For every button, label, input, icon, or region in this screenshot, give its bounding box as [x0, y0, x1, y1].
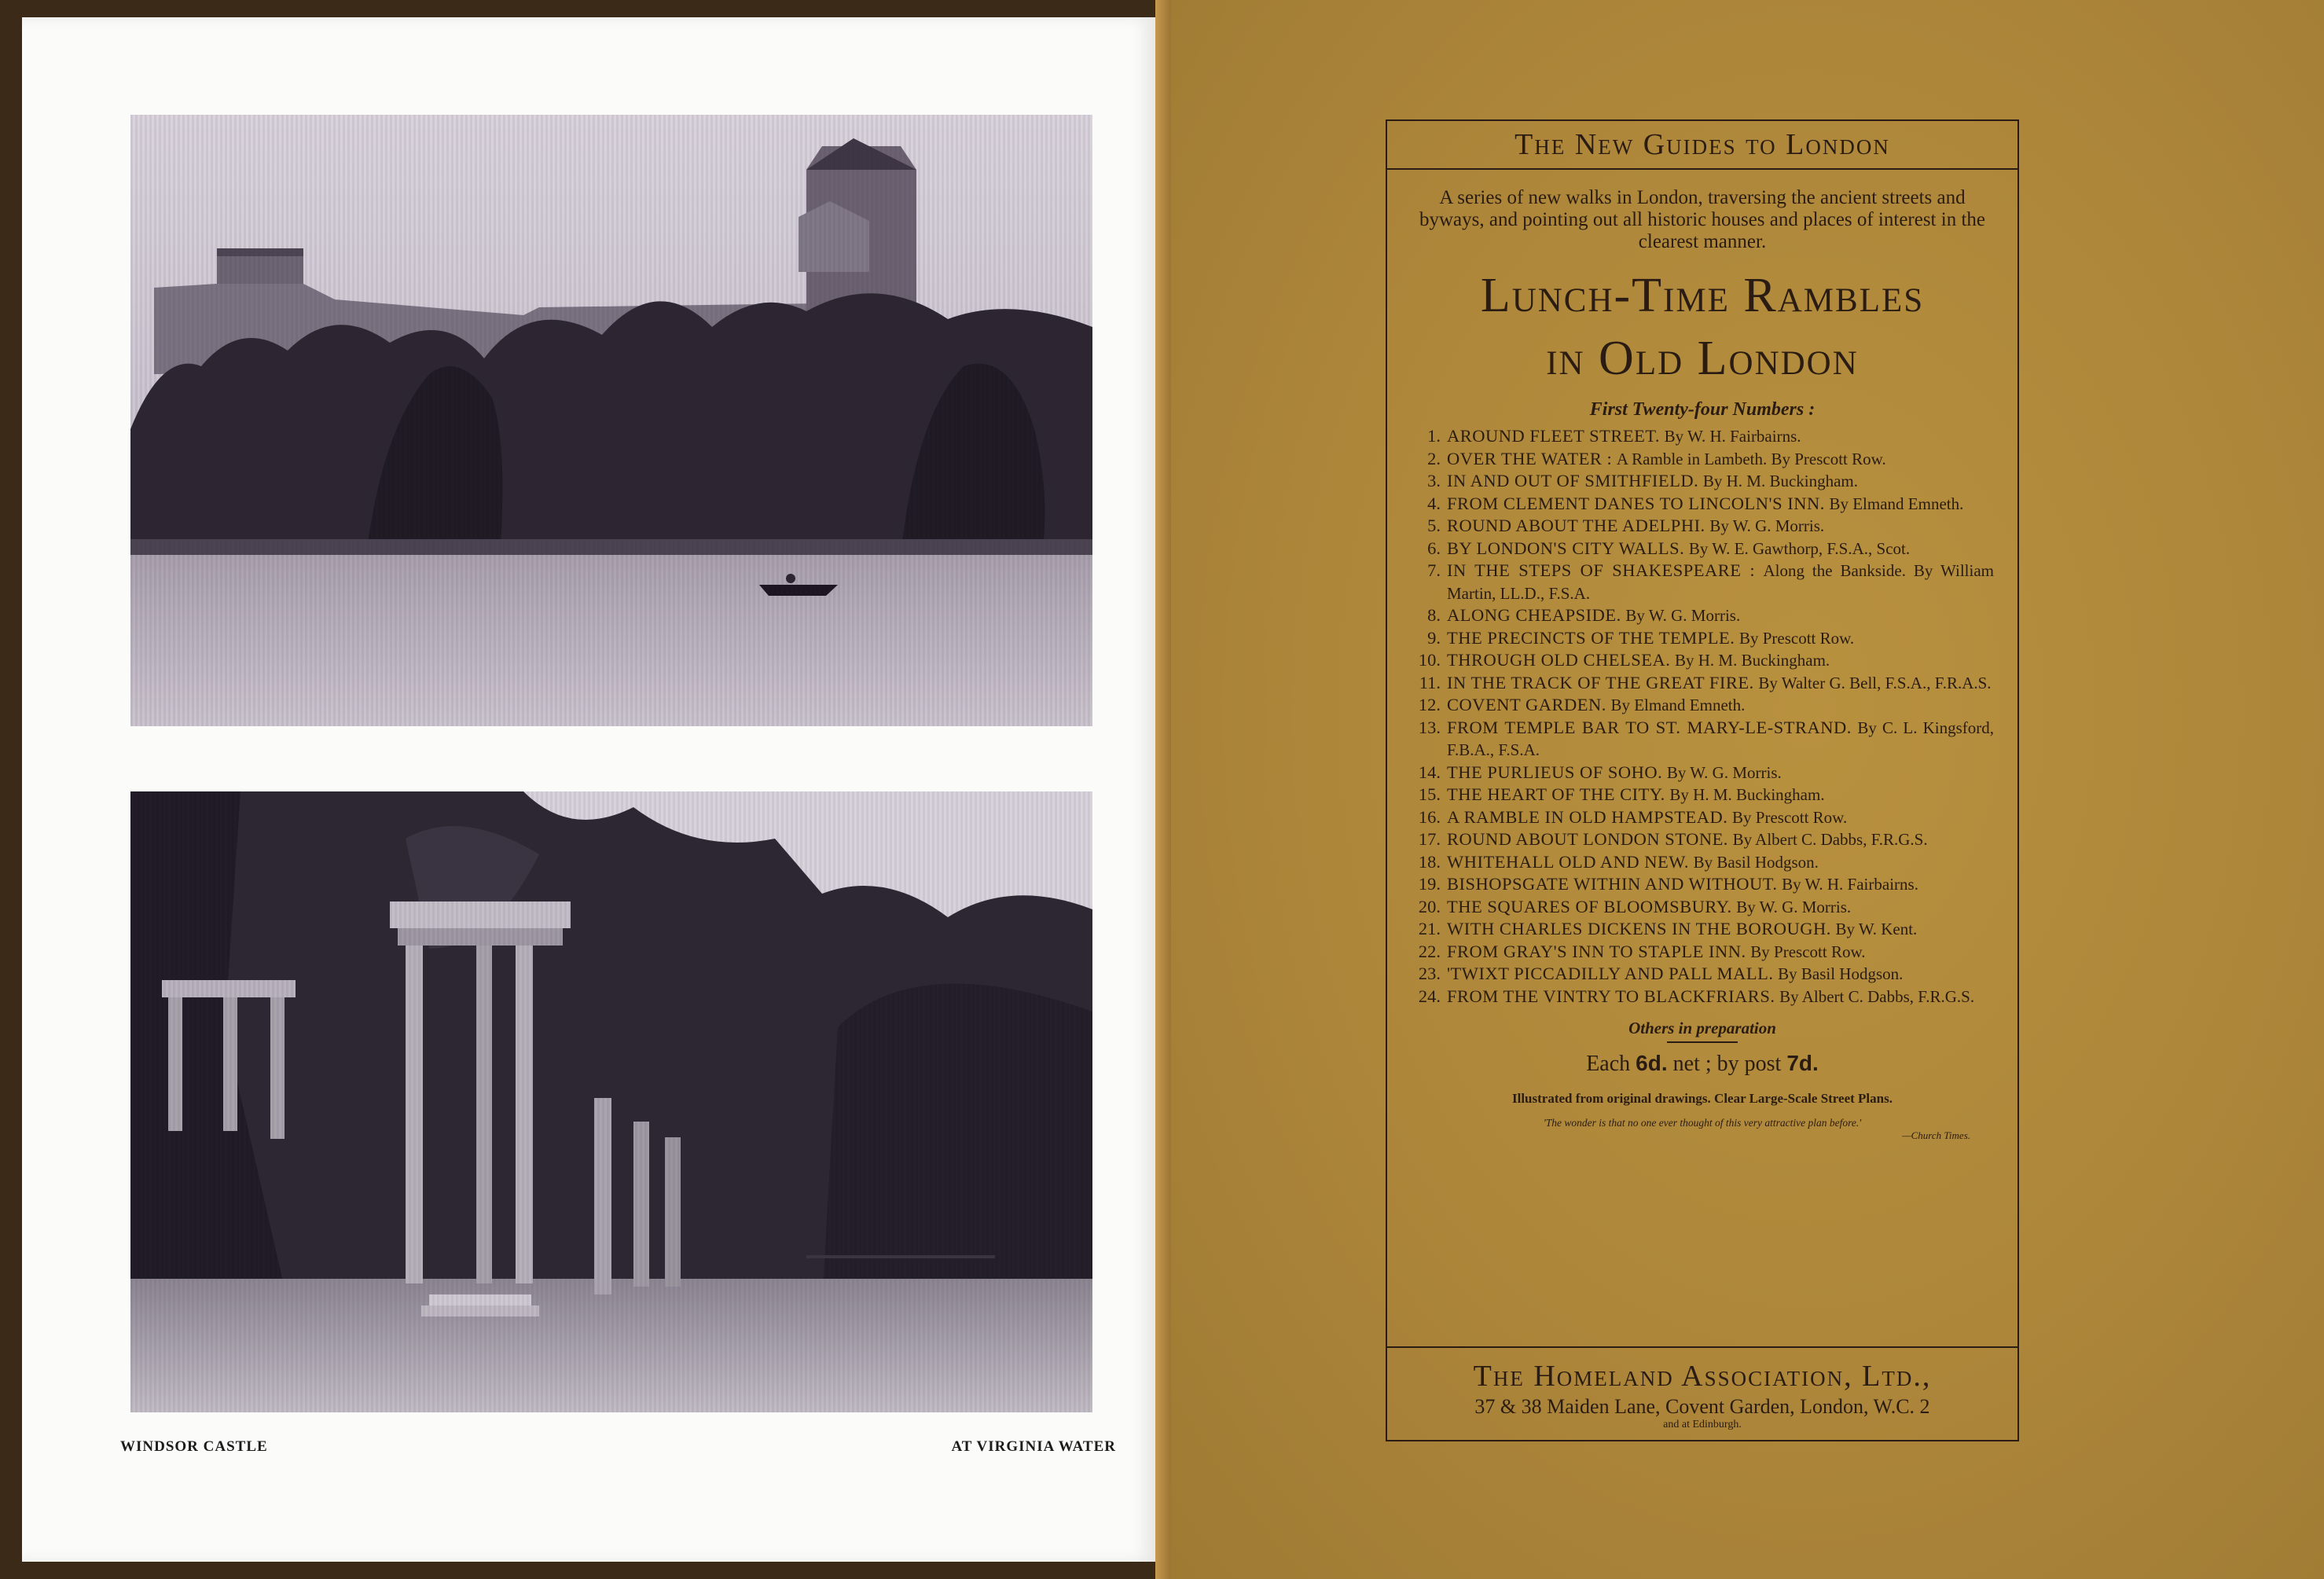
guide-number: 10.: [1418, 650, 1441, 670]
guide-item: [1411, 515, 1994, 538]
series-title-line2: in Old London: [1546, 332, 1859, 385]
advertisement-frame: [1386, 119, 2019, 1441]
guide-title: THE HEART OF THE CITY.: [1447, 784, 1665, 804]
guide-item: [1411, 560, 1994, 604]
guide-item: [1411, 828, 1994, 851]
guide-item: [1411, 604, 1994, 627]
guide-author: By Albert C. Dabbs, F.R.G.S.: [1732, 830, 1928, 849]
guide-number: 19.: [1418, 874, 1441, 894]
guide-text: [1447, 448, 1994, 471]
guide-text: [1447, 851, 1994, 874]
guide-list: [1411, 425, 1994, 1008]
guide-title: BISHOPSGATE WITHIN AND WITHOUT.: [1447, 874, 1778, 894]
guide-title: OVER THE WATER :: [1447, 448, 1613, 468]
guide-text: [1447, 470, 1994, 493]
guide-title: IN THE STEPS OF SHAKESPEARE :: [1447, 560, 1756, 580]
guide-number: 6.: [1427, 538, 1441, 558]
guide-item: [1411, 918, 1994, 941]
guide-title: THE PURLIEUS OF SOHO.: [1447, 762, 1663, 782]
guide-number: 18.: [1418, 851, 1441, 872]
guide-item: [1411, 806, 1994, 829]
guide-text: [1447, 873, 1994, 896]
guide-text: [1447, 627, 1994, 650]
guide-title: FROM TEMPLE BAR TO ST. MARY-LE-STRAND.: [1447, 717, 1852, 737]
guide-text: [1447, 941, 1994, 964]
guide-number: 16.: [1418, 806, 1441, 827]
guide-author: By Prescott Row.: [1732, 807, 1848, 827]
guide-text: [1447, 806, 1994, 829]
book-spine: [1155, 0, 1171, 1579]
guide-item: [1411, 717, 1994, 762]
publisher-block: [1387, 1346, 2017, 1440]
guide-author: By W. H. Fairbairns.: [1782, 875, 1918, 894]
caption-virginia-water: AT VIRGINIA WATER: [951, 1438, 1116, 1455]
guide-title: FROM THE VINTRY TO BLACKFRIARS.: [1447, 986, 1775, 1006]
guide-number: 13.: [1418, 717, 1441, 737]
guide-author: By W. H. Fairbairns.: [1664, 427, 1801, 446]
guide-item: [1411, 851, 1994, 874]
guide-title: ROUND ABOUT LONDON STONE.: [1447, 829, 1728, 849]
guide-item: [1411, 470, 1994, 493]
guide-author: By Walter G. Bell, F.S.A., F.R.A.S.: [1758, 673, 1992, 692]
guide-number: 4.: [1427, 493, 1441, 513]
series-header: The New Guides to London: [1387, 121, 2017, 170]
right-page: [1171, 0, 2324, 1579]
guide-number: 11.: [1419, 672, 1441, 692]
guide-item: [1411, 896, 1994, 919]
guide-item: [1411, 649, 1994, 672]
guide-text: [1447, 896, 1994, 919]
guide-number: 22.: [1418, 941, 1441, 961]
guide-text: [1447, 672, 1994, 695]
guide-author: Along the Bankside. By William Martin, LL.D., F.S.A.: [1447, 561, 1994, 603]
guide-author: By Elmand Emneth.: [1610, 696, 1746, 714]
guide-number: 23.: [1418, 964, 1441, 983]
guide-text: [1447, 986, 1994, 1008]
publisher-name: The Homeland Association, Ltd.,: [1473, 1360, 1932, 1393]
guide-author: By W. G. Morris.: [1736, 897, 1852, 916]
guide-title: COVENT GARDEN.: [1447, 695, 1606, 714]
price-each-label: Each: [1586, 1052, 1631, 1076]
guide-author: By Basil Hodgson.: [1693, 852, 1819, 872]
guide-number: 8.: [1427, 605, 1441, 625]
guide-item: [1411, 538, 1994, 560]
guide-text: [1447, 493, 1994, 516]
net-price: 6d.: [1636, 1051, 1668, 1075]
guide-author: By W. E. Gawthorp, F.S.A., Scot.: [1688, 538, 1911, 558]
guide-author: By Elmand Emneth.: [1829, 494, 1964, 513]
guide-text: [1447, 717, 1994, 762]
left-page: [22, 17, 1155, 1562]
guide-number: 3.: [1427, 471, 1441, 490]
guide-item: [1411, 627, 1994, 650]
guide-title: FROM GRAY'S INN TO STAPLE INN.: [1447, 941, 1746, 961]
guide-author: By H. M. Buckingham.: [1675, 651, 1830, 670]
guide-text: [1447, 604, 1994, 627]
guide-title: WHITEHALL OLD AND NEW.: [1447, 851, 1690, 872]
price-line: [1387, 1051, 2017, 1077]
others-note: Others in preparation: [1628, 1019, 1776, 1037]
publisher-address: 37 & 38 Maiden Lane, Covent Garden, London, W.C. 2: [1474, 1395, 1930, 1418]
post-price: 7d.: [1786, 1051, 1819, 1075]
virginia-water-photo: [130, 791, 1092, 1412]
guide-item: [1411, 694, 1994, 717]
illustrated-note: Illustrated from original drawings. Clear Large-Scale Street Plans.: [1512, 1091, 1893, 1106]
list-heading: First Twenty-four Numbers :: [1589, 399, 1816, 420]
guide-author: By Albert C. Dabbs, F.R.G.S.: [1779, 986, 1975, 1006]
guide-title: IN THE TRACK OF THE GREAT FIRE.: [1447, 672, 1754, 692]
guide-author: By H. M. Buckingham.: [1669, 785, 1825, 804]
guide-number: 20.: [1418, 896, 1441, 916]
guide-text: [1447, 694, 1994, 717]
guide-number: 15.: [1418, 784, 1441, 804]
guide-title: WITH CHARLES DICKENS IN THE BOROUGH.: [1447, 919, 1831, 938]
guide-text: [1447, 649, 1994, 672]
guide-title: BY LONDON'S CITY WALLS.: [1447, 538, 1685, 558]
review-quote: 'The wonder is that no one ever thought of this very attractive plan before.': [1543, 1117, 1862, 1129]
guide-item: [1411, 963, 1994, 986]
series-title-line1: Lunch-Time Rambles: [1480, 269, 1925, 322]
guide-author: By W. G. Morris.: [1709, 516, 1825, 535]
guide-title: THROUGH OLD CHELSEA.: [1447, 650, 1671, 670]
guide-author: By Basil Hodgson.: [1778, 964, 1904, 983]
guide-title: AROUND FLEET STREET.: [1447, 426, 1661, 446]
guide-author: By W. G. Morris.: [1625, 606, 1741, 625]
guide-item: [1411, 672, 1994, 695]
divider: [1667, 1041, 1738, 1043]
guide-item: [1411, 762, 1994, 784]
guide-number: 24.: [1418, 986, 1441, 1006]
guide-title: THE SQUARES OF BLOOMSBURY.: [1447, 896, 1732, 916]
guide-author: By Prescott Row.: [1738, 628, 1855, 648]
guide-title: IN AND OUT OF SMITHFIELD.: [1447, 471, 1699, 490]
guide-item: [1411, 873, 1994, 896]
guide-text: [1447, 425, 1994, 448]
guide-text: [1447, 538, 1994, 560]
by-post-label: by post: [1716, 1052, 1782, 1076]
guide-author: By W. Kent.: [1835, 920, 1918, 938]
guide-number: 2.: [1427, 448, 1441, 468]
guide-author: By H. M. Buckingham.: [1702, 472, 1859, 490]
guide-number: 9.: [1427, 627, 1441, 648]
guide-text: [1447, 963, 1994, 986]
guide-author: By W. G. Morris.: [1666, 762, 1782, 782]
guide-title: THE PRECINCTS OF THE TEMPLE.: [1447, 627, 1735, 648]
guide-number: 7.: [1427, 560, 1441, 580]
windsor-castle-photo: [130, 115, 1092, 726]
publisher-extra: and at Edinburgh.: [1663, 1419, 1742, 1430]
guide-number: 12.: [1418, 695, 1441, 714]
guide-number: 1.: [1427, 426, 1441, 446]
guide-text: [1447, 515, 1994, 538]
guide-title: 'TWIXT PICCADILLY AND PALL MALL.: [1447, 964, 1774, 983]
guide-text: [1447, 762, 1994, 784]
guide-author: A Ramble in Lambeth. By Prescott Row.: [1616, 449, 1886, 468]
guide-number: 21.: [1418, 919, 1441, 938]
guide-number: 14.: [1418, 762, 1441, 782]
guide-title: FROM CLEMENT DANES TO LINCOLN'S INN.: [1447, 493, 1825, 513]
guide-title: A RAMBLE IN OLD HAMPSTEAD.: [1447, 806, 1728, 827]
guide-text: [1447, 784, 1994, 806]
series-intro: A series of new walks in London, traversing the ancient streets and byways, and pointing out all historic houses and places of interest in the clearest manner.: [1419, 187, 1985, 252]
review-source: —Church Times.: [1902, 1129, 1970, 1141]
guide-number: 5.: [1427, 516, 1441, 535]
caption-windsor-castle: WINDSOR CASTLE: [120, 1438, 268, 1455]
guide-title: ROUND ABOUT THE ADELPHI.: [1447, 516, 1705, 535]
guide-item: [1411, 986, 1994, 1008]
guide-item: [1411, 425, 1994, 448]
guide-title: ALONG CHEAPSIDE.: [1447, 605, 1621, 625]
guide-number: 17.: [1418, 829, 1441, 849]
guide-text: [1447, 560, 1994, 604]
guide-text: [1447, 828, 1994, 851]
guide-item: [1411, 448, 1994, 471]
guide-item: [1411, 784, 1994, 806]
guide-item: [1411, 941, 1994, 964]
guide-author: By Prescott Row.: [1750, 942, 1866, 961]
guide-author: By C. L. Kingsford, F.B.A., F.S.A.: [1447, 718, 1995, 759]
net-label: net ;: [1672, 1052, 1712, 1076]
guide-item: [1411, 493, 1994, 516]
guide-text: [1447, 918, 1994, 941]
